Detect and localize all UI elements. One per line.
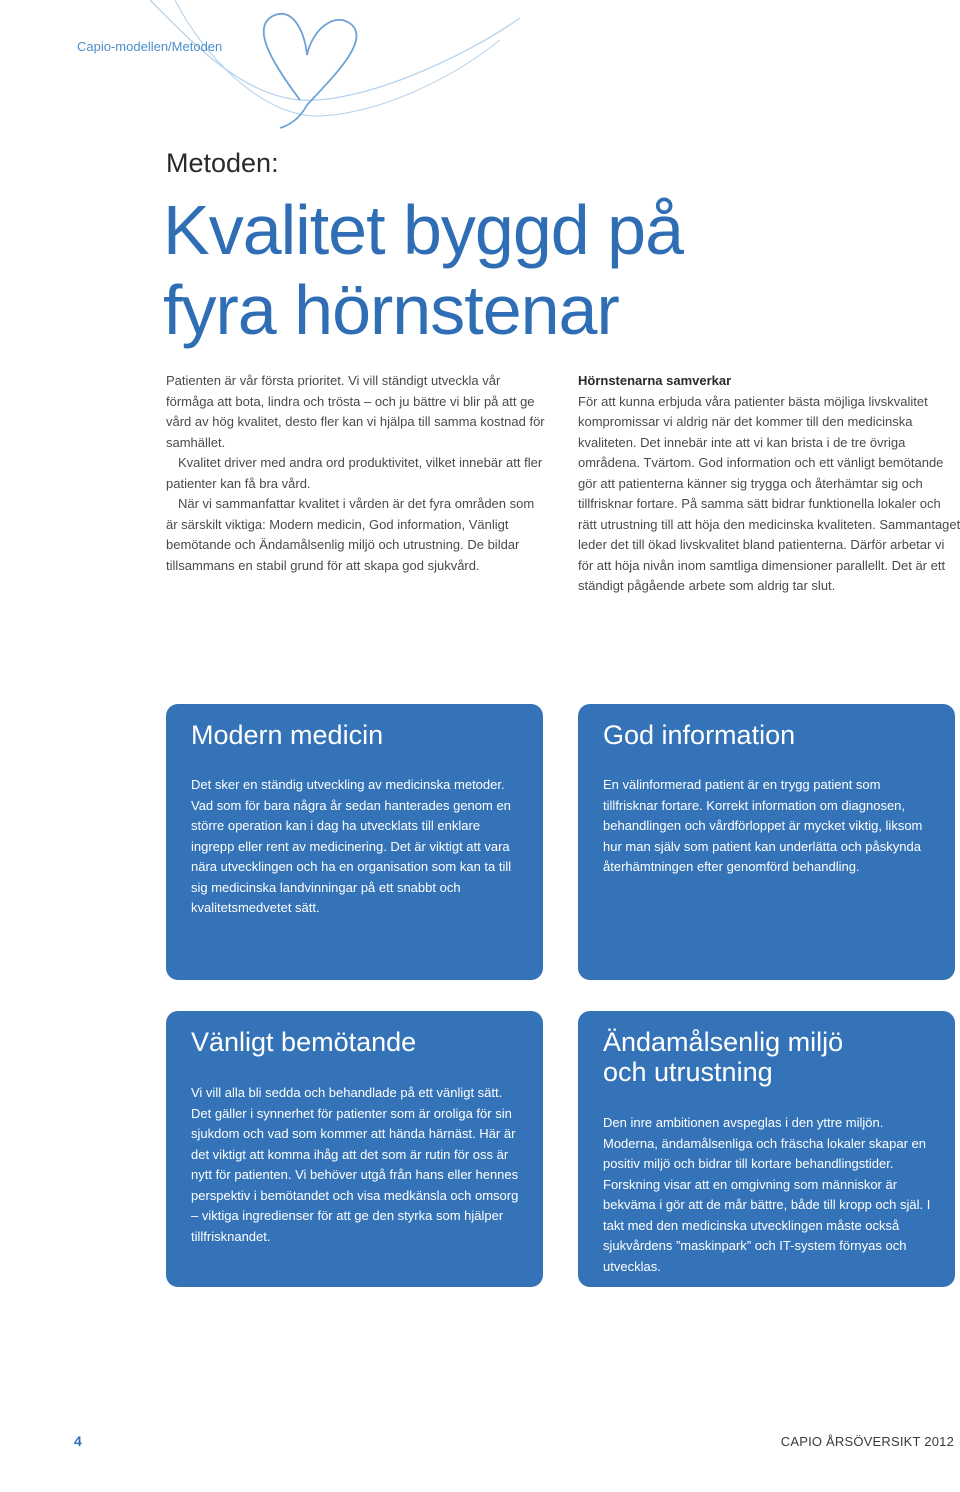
side-column	[578, 371, 960, 597]
side-heading: Hörnstenarna samverkar	[578, 373, 732, 388]
page-title-line-1: Kvalitet byggd på	[163, 191, 684, 269]
intro-paragraph-2: Kvalitet driver med andra ord produktivitet, vilket innebär att fler patienter kan få bra vård.	[166, 455, 543, 491]
cornerstone-box-environment-equipment	[578, 1011, 955, 1287]
box-title	[603, 1027, 933, 1087]
cornerstone-box-friendly-treatment	[166, 1011, 543, 1287]
publication-name: CAPIO ÅRSÖVERSIKT 2012	[780, 1434, 954, 1449]
intro-paragraph-3: När vi sammanfattar kvalitet i vården är det fyra områden som är särskilt viktiga: Modern medicin, God information, Vänligt bemötande och Ändamålsenlig miljö och utrustning. De bildar tillsammans en stabil grund för att skapa god sjukvård.	[166, 496, 535, 573]
heart-line-decoration	[0, 0, 520, 140]
box-title-line-1: Ändamålsenlig miljö	[603, 1027, 844, 1057]
box-title: Modern medicin	[191, 720, 384, 750]
page-number: 4	[74, 1433, 82, 1449]
page-title-line-2: fyra hörnstenar	[163, 271, 619, 349]
box-title-line-2: och utrustning	[603, 1057, 773, 1087]
page-title	[163, 190, 683, 350]
intro-column	[166, 371, 548, 576]
cornerstone-box-modern-medicine	[166, 704, 543, 980]
box-title: Vänligt bemötande	[191, 1027, 417, 1057]
box-text: Den inre ambitionen avspeglas i den yttre miljön. Moderna, ändamålsenliga och fräscha lokaler skapar en positiv miljö och bidrar till kortare behandlingstider. Forskning visar att en omgivning som människor är bekväma i gör att de mår bättre, både till kropp och själ. I takt med den medicinska utvecklingen måste också sjukvårdens ”maskinpark” och IT-system förnyas och utvecklas.	[603, 1115, 931, 1274]
box-title: God information	[603, 720, 796, 750]
box-text: Vi vill alla bli sedda och behandlade på ett vänligt sätt. Det gäller i synnerhet för patienter som är oroliga för sin sjukdom och vad som kommer att hända härnäst. Här är det viktigt att komma ihåg att det som är rutin för oss är nytt för patienten. Vi behöver utgå från hans eller hennes perspektiv i bemötandet och visa medkänsla och omsorg – viktiga ingredienser för att ge den styrka som hjälper tillfrisknandet.	[191, 1085, 519, 1244]
section-kicker: Metoden:	[166, 148, 279, 178]
intro-paragraph-1: Patienten är vår första prioritet. Vi vill ständigt utveckla vår förmåga att bota, lindra och trösta – och ju bättre vi blir på att ge vård av hög kvalitet, desto fler kan vi hjälpa till samma kostnad för samhället.	[166, 373, 545, 450]
box-text: Det sker en ständig utveckling av medicinska metoder. Vad som för bara några år sedan hanterades genom en större operation kan i dag ha utvecklats till enklare ingrepp eller rent av medicinering. Det är viktigt att vara nära utvecklingen och ha en organisation som kan ta till sig medicinska landvinningar på ett snabbt och kvalitetsmedvetet sätt.	[191, 777, 512, 915]
box-text: En välinformerad patient är en trygg patient som tillfrisknar fortare. Korrekt information om diagnosen, behandlingen och vårdförloppet är mycket viktig, liksom hur man själv som patient kan underlätta och påskynda återhämtningen efter genomförd behandling.	[603, 777, 923, 874]
cornerstone-box-good-information	[578, 704, 955, 980]
breadcrumb: Capio-modellen/Metoden	[77, 39, 223, 54]
side-paragraph: För att kunna erbjuda våra patienter bästa möjliga livskvalitet kompromissar vi aldrig när det kommer till den medicinska kvaliteten. Det innebär inte att vi kan brista i de tre övriga områdena. Tvärtom. God information och ett vänligt bemötande gör att patienterna känner sig trygga och återhämtar sig och tillfrisknar fortare. På samma sätt bidrar funktionella lokaler och rätt utrustning till att höja den medicinska kvaliteten. Sammantaget leder det till ökad livskvalitet bland patienterna. Därför arbetar vi för att höja nivån inom samtliga dimensioner parallellt. Det är ett ständigt pågående arbete som aldrig tar slut.	[578, 393, 960, 593]
